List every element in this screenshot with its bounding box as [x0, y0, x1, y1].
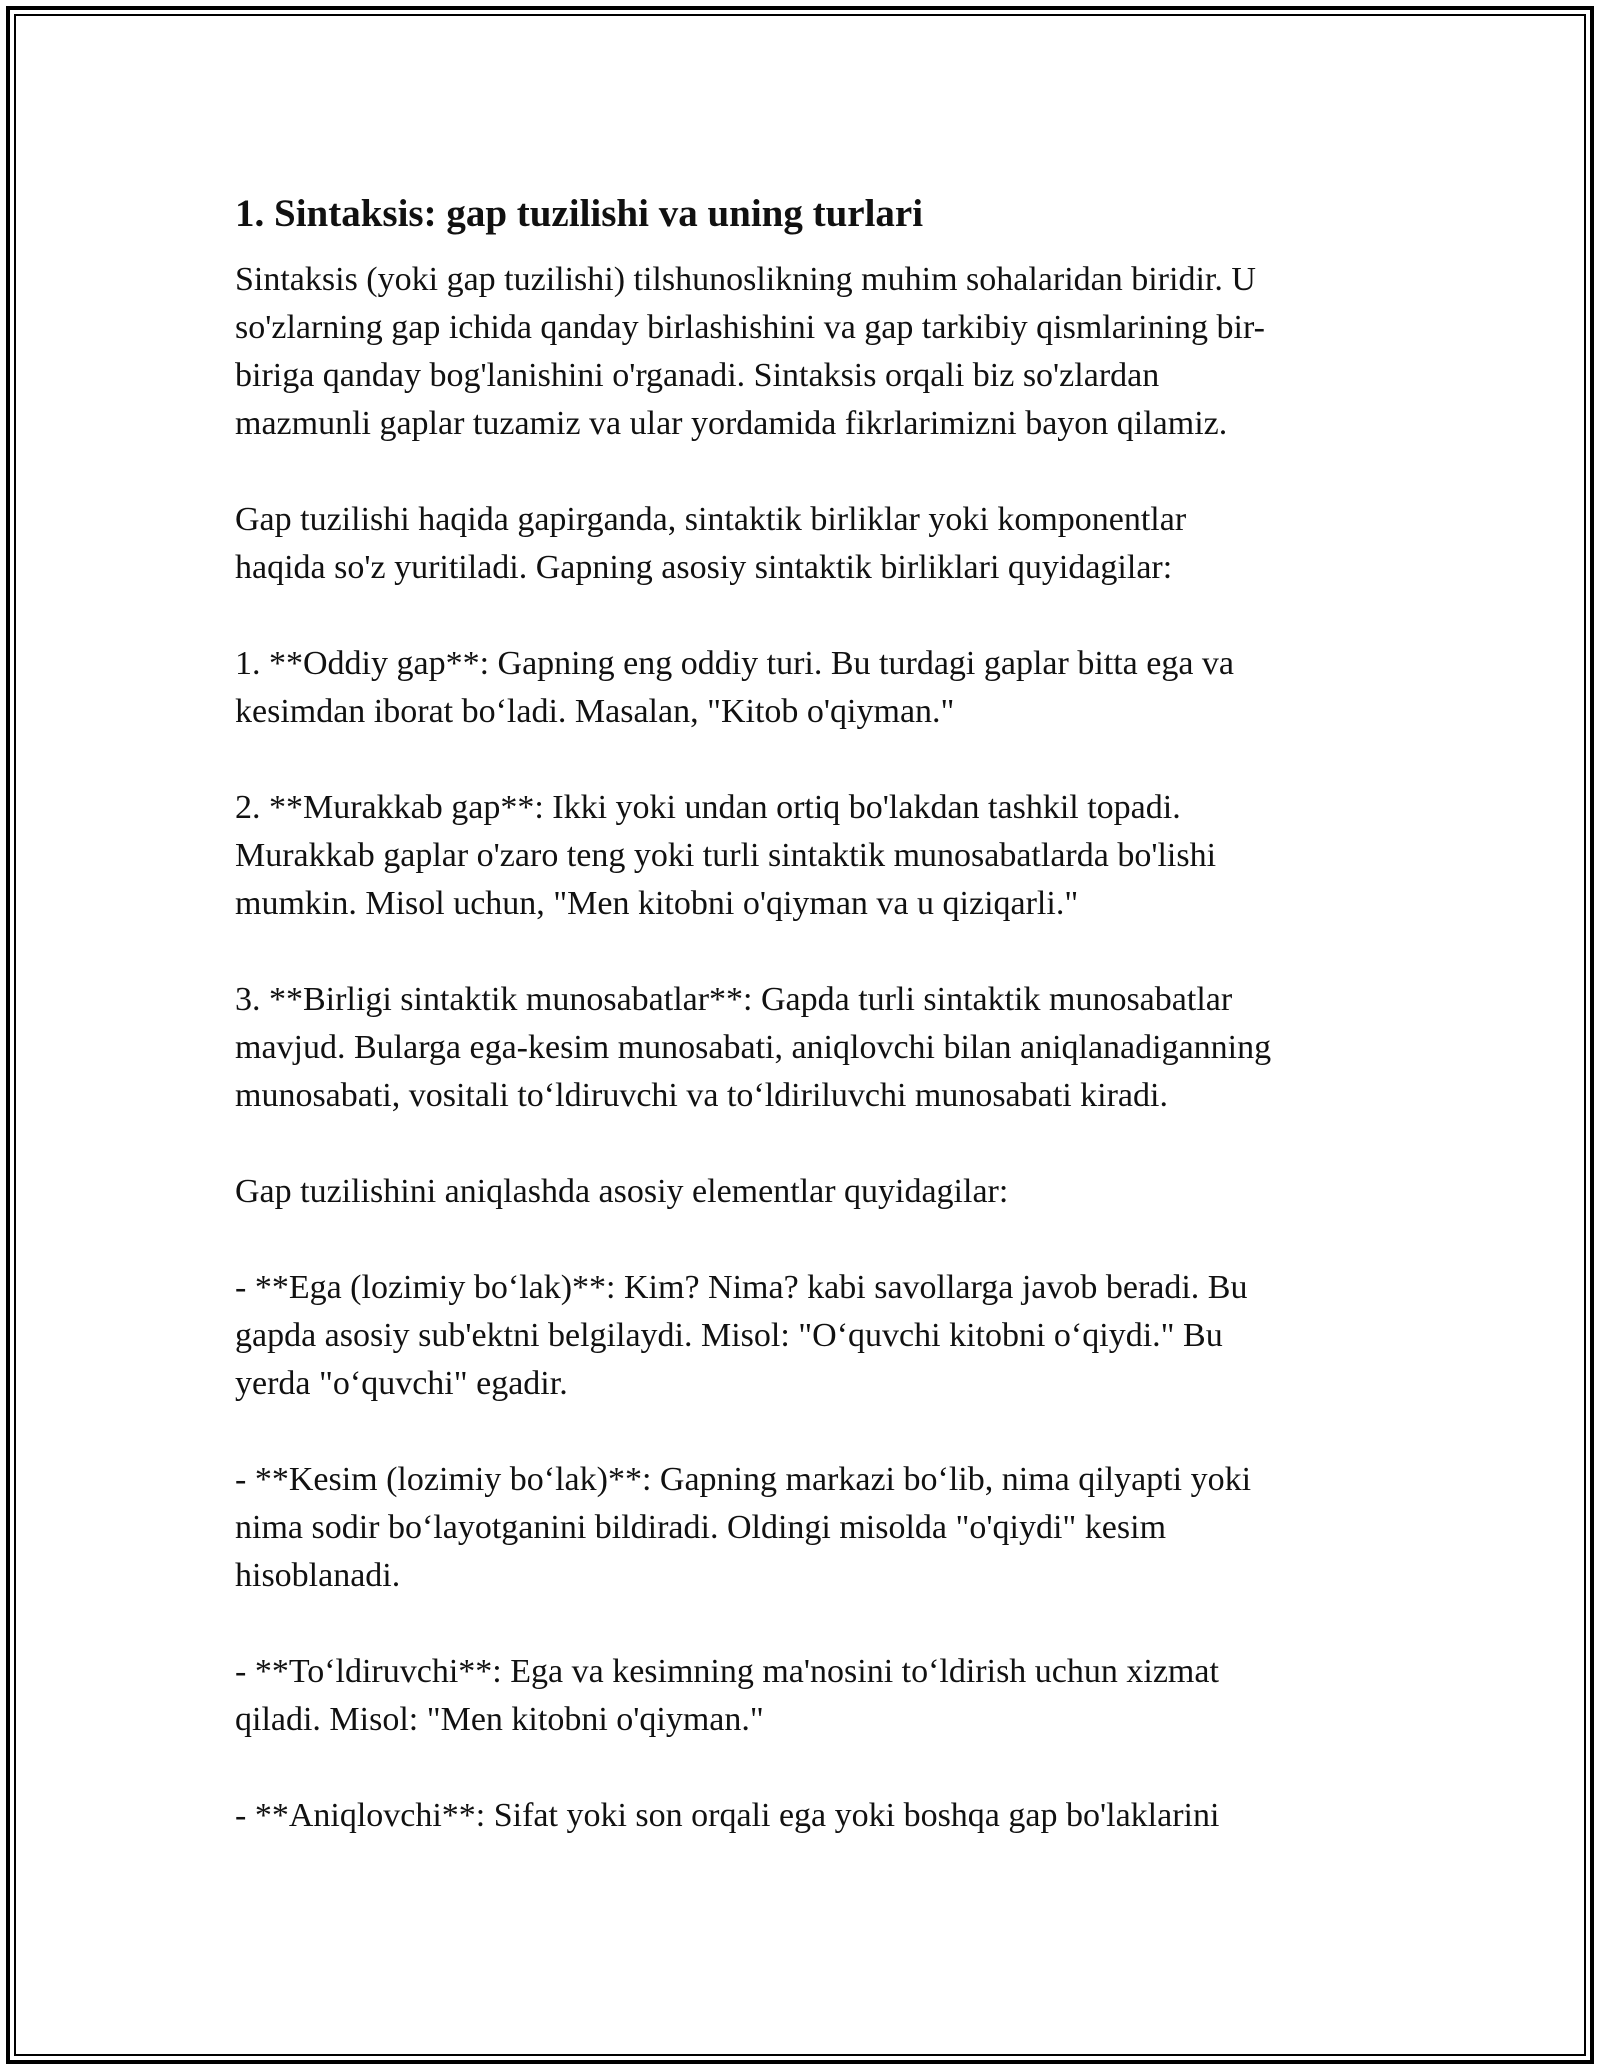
paragraph-list	[235, 256, 1360, 1840]
text-line: kesimdan iborat bo‘ladi. Masalan, "Kitob o'qiyman."	[235, 693, 955, 730]
text-line: 2. **Murakkab gap**: Ikki yoki undan ortiq bo'lakdan tashkil topadi.	[235, 789, 1181, 826]
paragraph	[235, 976, 1360, 1120]
text-line: mavjud. Bularga ega-kesim munosabati, aniqlovchi bilan aniqlanadiganning	[235, 1029, 1272, 1066]
text-line: hisoblanadi.	[235, 1557, 401, 1594]
text-line: - **Kesim (lozimiy bo‘lak)**: Gapning markazi bo‘lib, nima qilyapti yoki	[235, 1461, 1252, 1498]
text-line: yerda "o‘quvchi" egadir.	[235, 1365, 568, 1402]
paragraph	[235, 1168, 1360, 1216]
text-line: mazmunli gaplar tuzamiz va ular yordamida fikrlarimizni bayon qilamiz.	[235, 405, 1228, 442]
paragraph	[235, 1648, 1360, 1744]
text-line: Murakkab gaplar o'zaro teng yoki turli sintaktik munosabatlarda bo'lishi	[235, 837, 1217, 874]
paragraph	[235, 1264, 1360, 1408]
text-line: mumkin. Misol uchun, "Men kitobni o'qiyman va u qiziqarli."	[235, 885, 1079, 922]
paragraph	[235, 1792, 1360, 1840]
text-line: biriga qanday bog'lanishini o'rganadi. Sintaksis orqali biz so'zlardan	[235, 357, 1160, 394]
document-body	[235, 190, 1360, 1888]
paragraph	[235, 496, 1360, 592]
paragraph	[235, 256, 1360, 448]
text-line: qiladi. Misol: "Men kitobni o'qiyman."	[235, 1701, 764, 1738]
text-line: Gap tuzilishini aniqlashda asosiy elementlar quyidagilar:	[235, 1173, 1009, 1210]
text-line: Gap tuzilishi haqida gapirganda, sintaktik birliklar yoki komponentlar	[235, 501, 1187, 538]
text-line: 1. **Oddiy gap**: Gapning eng oddiy turi. Bu turdagi gaplar bitta ega va	[235, 645, 1235, 682]
text-line: - **Aniqlovchi**: Sifat yoki son orqali ega yoki boshqa gap bo'laklarini	[235, 1797, 1220, 1834]
text-line: haqida so'z yuritiladi. Gapning asosiy sintaktik birliklari quyidagilar:	[235, 549, 1173, 586]
text-line: nima sodir bo‘layotganini bildiradi. Oldingi misolda "o'qiydi" kesim	[235, 1509, 1167, 1546]
text-line: - **Ega (lozimiy bo‘lak)**: Kim? Nima? kabi savollarga javob beradi. Bu	[235, 1269, 1248, 1306]
text-line: 3. **Birligi sintaktik munosabatlar**: Gapda turli sintaktik munosabatlar	[235, 981, 1233, 1018]
text-line: - **To‘ldiruvchi**: Ega va kesimning ma'nosini to‘ldirish uchun xizmat	[235, 1653, 1219, 1690]
section-heading: 1. Sintaksis: gap tuzilishi va uning turlari	[235, 192, 924, 235]
text-line: munosabati, vositali to‘ldiruvchi va to‘ldiriluvchi munosabati kiradi.	[235, 1077, 1168, 1114]
paragraph	[235, 1456, 1360, 1600]
paragraph	[235, 784, 1360, 928]
paragraph	[235, 640, 1360, 736]
text-line: so'zlarning gap ichida qanday birlashishini va gap tarkibiy qismlarining bir-	[235, 309, 1265, 346]
text-line: Sintaksis (yoki gap tuzilishi) tilshunoslikning muhim sohalaridan biridir. U	[235, 261, 1256, 298]
text-line: gapda asosiy sub'ektni belgilaydi. Misol: "O‘quvchi kitobni o‘qiydi." Bu	[235, 1317, 1223, 1354]
